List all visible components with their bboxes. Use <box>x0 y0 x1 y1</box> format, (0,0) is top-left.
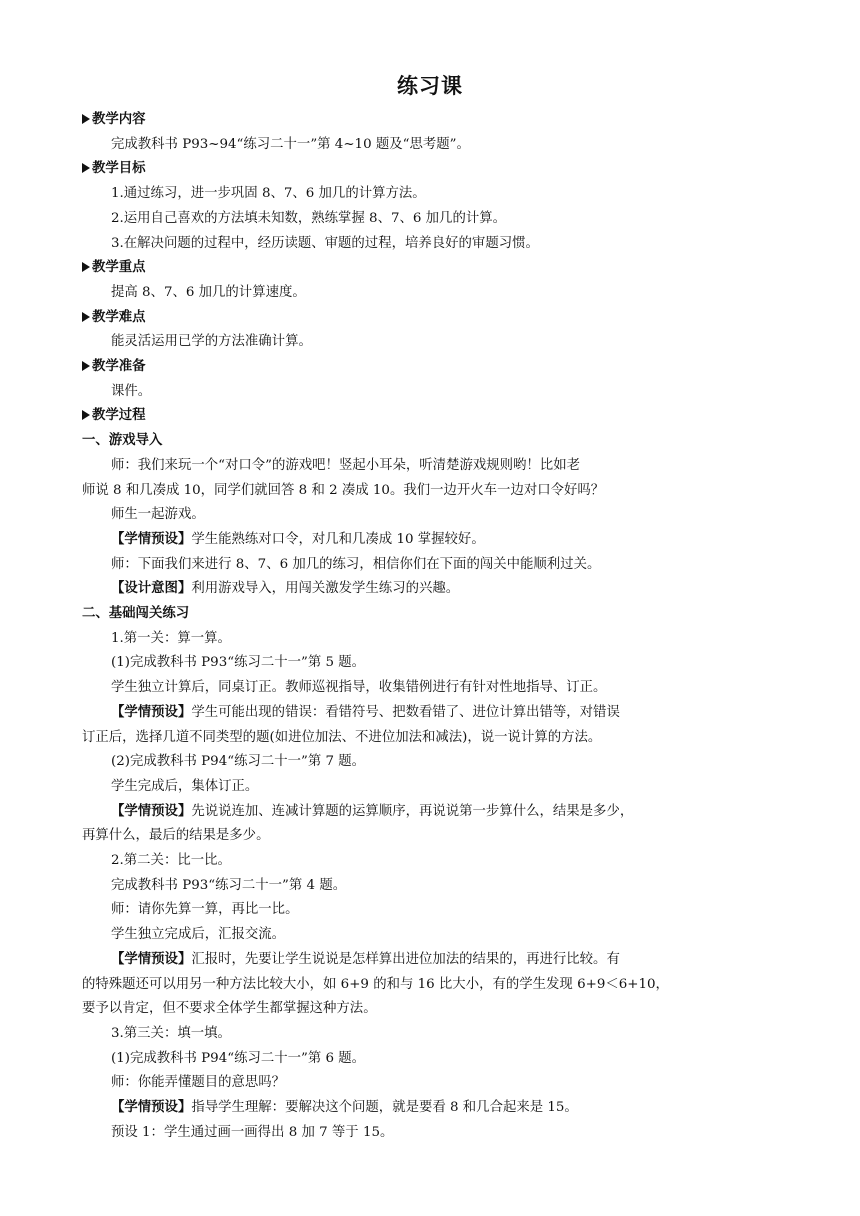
paragraph: 1.通过练习，进一步巩固 8、7、6 加几的计算方法。 <box>111 186 426 202</box>
paragraph: 课件。 <box>111 383 152 399</box>
paragraph: 完成教科书 P93~94“练习二十一”第 4~10 题及“思考题”。 <box>111 136 470 152</box>
paragraph: (1)完成教科书 P93“练习二十一”第 5 题。 <box>111 655 366 671</box>
paragraph: 师：下面我们来进行 8、7、6 加几的练习，相信你们在下面的闯关中能顺利过关。 <box>111 556 601 572</box>
section-heading <box>82 308 146 328</box>
subsection-heading: 二、基础闯关练习 <box>82 606 190 621</box>
section-heading <box>82 159 146 179</box>
tagged-paragraph <box>111 579 459 599</box>
paragraph: 提高 8、7、6 加几的计算速度。 <box>111 284 306 300</box>
paragraph-text: 利用游戏导入，用闯关激发学生练习的兴趣。 <box>191 581 460 597</box>
paragraph: (2)完成教科书 P94“练习二十一”第 7 题。 <box>111 754 366 770</box>
paragraph: 2.第二关：比一比。 <box>111 853 231 868</box>
heading-text: 教学重点 <box>92 260 146 276</box>
tagged-paragraph <box>111 1098 578 1118</box>
paragraph: 学生独立计算后，同桌订正。教师巡视指导，收集错例进行有针对性地指导、订正。 <box>111 680 607 696</box>
heading-text: 教学内容 <box>92 112 146 127</box>
paragraph: 3.在解决问题的过程中，经历读题、审题的过程，培养良好的审题习惯。 <box>111 235 539 251</box>
paragraph-continuation: 的特殊题还可以用另一种方法比较大小，如 6+9 的和与 16 比大小，有的学生发现 6+9＜6+10， <box>82 976 669 992</box>
triangle-bullet-icon <box>82 361 90 371</box>
subsection-heading: 一、游戏导入 <box>82 433 163 449</box>
paragraph: 完成教科书 P93“练习二十一”第 4 题。 <box>111 877 347 893</box>
heading-text: 教学目标 <box>92 161 146 177</box>
triangle-bullet-icon <box>82 312 90 322</box>
tagged-paragraph <box>111 802 633 822</box>
triangle-bullet-icon <box>82 410 90 420</box>
paragraph-text: 先说说连加、连减计算题的运算顺序，再说说第一步算什么，结果是多少， <box>191 803 634 819</box>
paragraph: 预设 1：学生通过画一画得出 8 加 7 等于 15。 <box>111 1124 394 1140</box>
tagged-paragraph <box>111 703 620 723</box>
paragraph-tag: 【学情预设】 <box>111 531 192 547</box>
paragraph-text: 汇报时，先要让学生说说是怎样算出进位加法的结果的，再进行比较。有 <box>191 951 620 967</box>
paragraph-continuation: 师说 8 和几凑成 10，同学们就回答 8 和 2 凑成 10。我们一边开火车一边对口令好吗？ <box>82 482 605 498</box>
paragraph: 2.运用自己喜欢的方法填未知数，熟练掌握 8、7、6 加几的计算。 <box>111 210 507 226</box>
paragraph: 师：你能弄懂题目的意思吗？ <box>111 1075 286 1091</box>
paragraph: 1.第一关：算一算。 <box>111 630 231 646</box>
paragraph-tag: 【学情预设】 <box>111 803 192 819</box>
paragraph-tag: 【设计意图】 <box>111 581 192 597</box>
paragraph: 师：我们来玩一个“对口令”的游戏吧！竖起小耳朵，听清楚游戏规则哟！比如老 <box>111 457 580 473</box>
triangle-bullet-icon <box>82 114 90 124</box>
paragraph-tag: 【学情预设】 <box>111 704 192 720</box>
paragraph-tag: 【学情预设】 <box>111 951 192 967</box>
triangle-bullet-icon <box>82 163 90 173</box>
triangle-bullet-icon <box>82 262 90 272</box>
heading-text: 教学难点 <box>92 309 146 325</box>
paragraph-continuation: 要予以肯定，但不要求全体学生都掌握这种方法。 <box>82 1001 377 1017</box>
paragraph-continuation: 订正后，选择几道不同类型的题(如进位加法、不进位加法和减法)，说一说计算的方法。 <box>82 729 602 745</box>
paragraph: 师：请你先算一算，再比一比。 <box>111 902 299 918</box>
section-heading <box>82 406 146 426</box>
paragraph-text: 指导学生理解：要解决这个问题，就是要看 8 和几合起来是 15。 <box>191 1100 578 1115</box>
paragraph: 学生独立完成后，汇报交流。 <box>111 927 286 943</box>
section-heading <box>82 258 146 278</box>
tagged-paragraph <box>111 950 620 970</box>
paragraph: 师生一起游戏。 <box>111 507 205 523</box>
paragraph: (1)完成教科书 P94“练习二十一”第 6 题。 <box>111 1050 366 1066</box>
heading-text: 教学过程 <box>92 408 146 424</box>
heading-text: 教学准备 <box>92 359 146 374</box>
paragraph-tag: 【学情预设】 <box>111 1100 192 1115</box>
paragraph: 能灵活运用已学的方法准确计算。 <box>111 334 312 350</box>
paragraph-text: 学生能熟练对口令，对几和几凑成 10 掌握较好。 <box>191 531 485 547</box>
tagged-paragraph <box>111 530 485 550</box>
paragraph-continuation: 再算什么，最后的结果是多少。 <box>82 828 270 844</box>
section-heading <box>82 357 146 377</box>
paragraph: 3.第三关：填一填。 <box>111 1025 231 1041</box>
paragraph: 学生完成后，集体订正。 <box>111 778 259 794</box>
paragraph-text: 学生可能出现的错误：看错符号、把数看错了、进位计算出错等，对错误 <box>191 704 620 720</box>
page-title: 练习课 <box>397 74 463 98</box>
section-heading <box>82 110 146 130</box>
